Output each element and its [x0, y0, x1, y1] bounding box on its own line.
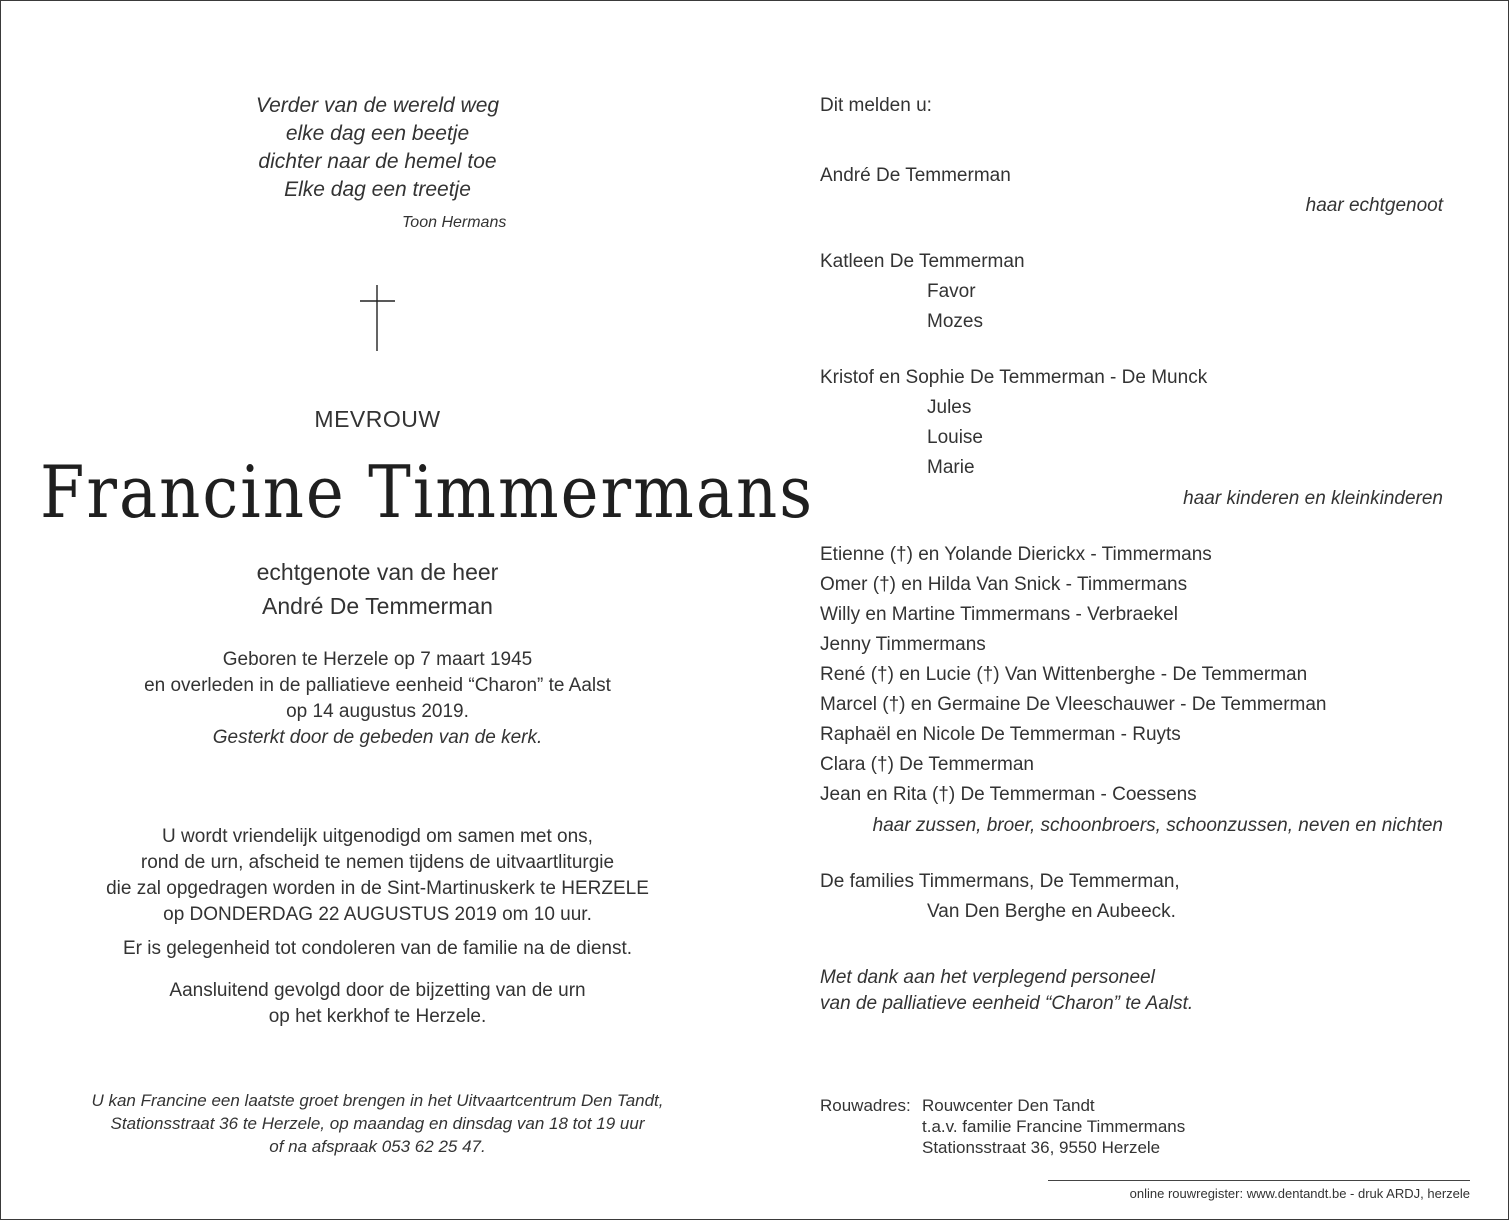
- grandchild-name: Jules: [927, 397, 972, 418]
- grandchild-name: Mozes: [927, 311, 983, 332]
- grandchild-name: Favor: [927, 281, 976, 302]
- condolence-note: Er is gelegenheid tot condoleren van de familie na de dienst.: [122, 938, 633, 959]
- poem-line: elke dag een beetje: [285, 122, 470, 145]
- poem-line: Verder van de wereld weg: [255, 94, 500, 117]
- burial-line: Aansluitend gevolgd door de bijzetting van de urn: [169, 980, 586, 1001]
- thanks-line: van de palliatieve eenheid “Charon” te Aalst.: [820, 993, 1194, 1014]
- poem: [140, 92, 615, 204]
- sibling-name: Marcel (†) en Germaine De Vleeschauwer - De Temmerman: [820, 694, 1327, 715]
- sibling-name: Jean en Rita (†) De Temmerman - Coessens: [820, 784, 1197, 805]
- death-line: en overleden in de palliatieve eenheid “Charon” te Aalst: [144, 675, 611, 696]
- sibling-name: Clara (†) De Temmerman: [820, 754, 1034, 775]
- address-line: t.a.v. familie Francine Timmermans: [922, 1117, 1186, 1136]
- invite-line: rond de urn, afscheid te nemen tijdens de uitvaartliturgie: [140, 852, 615, 873]
- visit-line: Stationsstraat 36 te Herzele, op maandag en dinsdag van 18 tot 19 uur: [110, 1114, 645, 1133]
- thanks-note: [820, 965, 1193, 1017]
- visitation-note: [40, 1089, 715, 1158]
- address-label: Rouwadres:: [820, 1096, 911, 1115]
- birth-death-info: [90, 647, 665, 751]
- footer-text: online rouwregister: www.dentandt.be - druk ARDJ, herzele: [1129, 1186, 1470, 1201]
- grandchild-name: Louise: [927, 427, 983, 448]
- birth-line: Geboren te Herzele op 7 maart 1945: [222, 649, 533, 670]
- sibling-name: Jenny Timmermans: [820, 634, 986, 655]
- burial-line: op het kerkhof te Herzele.: [268, 1006, 487, 1027]
- families-line: Van Den Berghe en Aubeeck.: [927, 901, 1176, 922]
- invite-date: op DONDERDAG 22 AUGUSTUS 2019 om 10 uur.: [163, 904, 592, 925]
- address-line: Stationsstraat 36, 9550 Herzele: [922, 1138, 1161, 1157]
- husband-name: André De Temmerman: [820, 165, 1011, 186]
- children-role: haar kinderen en kleinkinderen: [1183, 488, 1443, 509]
- thanks-line: Met dank aan het verplegend personeel: [820, 967, 1155, 988]
- deceased-title: MEVROUW: [314, 406, 441, 432]
- sibling-name: René (†) en Lucie (†) Van Wittenberghe - De Temmerman: [820, 664, 1308, 685]
- visit-line: U kan Francine een laatste groet brengen in het Uitvaartcentrum Den Tandt,: [91, 1091, 664, 1110]
- families-line: De families Timmermans, De Temmerman,: [820, 871, 1180, 892]
- footer-divider: [1048, 1180, 1470, 1181]
- invite-line: die zal opgedragen worden in de Sint-Martinuskerk te HERZELE: [106, 878, 649, 899]
- cross-icon: [360, 285, 410, 351]
- invite-line: U wordt vriendelijk uitgenodigd om samen met ons,: [162, 826, 593, 847]
- husband-role: haar echtgenoot: [1305, 195, 1443, 216]
- poem-line: dichter naar de hemel toe: [258, 150, 497, 173]
- poem-author: Toon Hermans: [402, 214, 507, 231]
- child-name: Katleen De Temmerman: [820, 251, 1025, 272]
- sibling-name: Etienne (†) en Yolande Dierickx - Timmermans: [820, 544, 1212, 565]
- visit-line: of na afspraak 053 62 25 47.: [269, 1137, 486, 1156]
- deceased-name: Francine Timmermans: [40, 452, 815, 535]
- announce-intro: Dit melden u:: [820, 95, 932, 116]
- grandchild-name: Marie: [927, 457, 975, 478]
- burial-note: [40, 978, 715, 1030]
- spouse-info: [140, 555, 615, 623]
- spouse-name: André De Temmerman: [262, 593, 493, 619]
- child-name: Kristof en Sophie De Temmerman - De Munck: [820, 367, 1208, 388]
- sibling-name: Willy en Martine Timmermans - Verbraekel: [820, 604, 1178, 625]
- poem-line: Elke dag een treetje: [284, 178, 471, 201]
- sibling-name: Omer (†) en Hilda Van Snick - Timmermans: [820, 574, 1188, 595]
- mourning-address: [922, 1095, 1185, 1158]
- sacraments-line: Gesterkt door de gebeden van de kerk.: [212, 727, 543, 748]
- spouse-line: echtgenote van de heer: [256, 559, 499, 585]
- siblings-role: haar zussen, broer, schoonbroers, schoonzussen, neven en nichten: [872, 815, 1443, 836]
- death-date: op 14 augustus 2019.: [286, 701, 469, 722]
- address-line: Rouwcenter Den Tandt: [922, 1096, 1095, 1115]
- sibling-name: Raphaël en Nicole De Temmerman - Ruyts: [820, 724, 1181, 745]
- funeral-invitation: [40, 824, 715, 928]
